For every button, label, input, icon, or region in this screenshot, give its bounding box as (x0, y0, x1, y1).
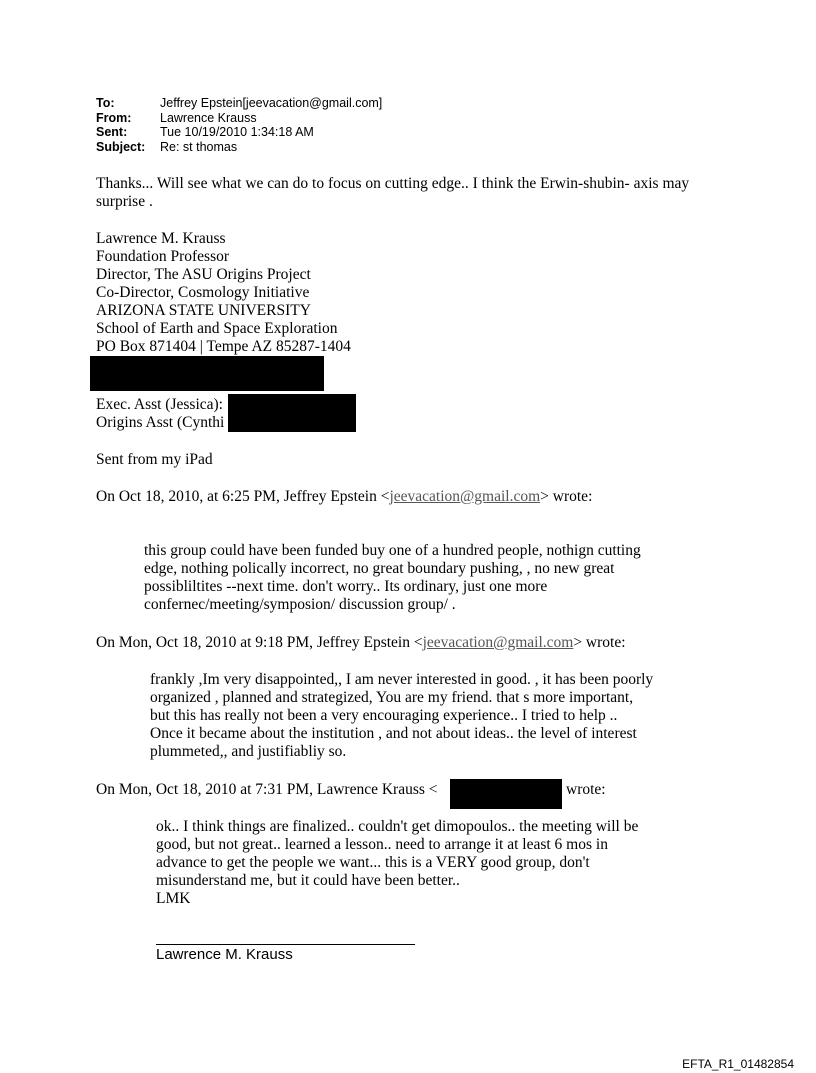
quote-3-line-3: advance to get the people we want... this is a VERY good group, don't (156, 854, 590, 871)
quote-2-line-4: Once it became about the institution , and not about ideas.. the level of interest (150, 725, 637, 742)
quote-2-header-prefix: On Mon, Oct 18, 2010 at 9:18 PM, Jeffrey Epstein < (96, 634, 423, 651)
from-row (96, 111, 382, 126)
quote-3-line-2: good, but not great.. learned a lesson.. need to arrange it at least 6 mos in (156, 836, 608, 853)
to-row (96, 96, 382, 111)
redaction-block (228, 394, 356, 432)
quote-1-line-2: edge, nothing polically incorrect, no great boundary pushing, , no new great (144, 560, 615, 577)
quote-1-header (96, 488, 592, 506)
signature-rule (156, 944, 415, 945)
quote-2-email-link[interactable]: jeevacation@gmail.com (422, 634, 574, 651)
sent-value: Tue 10/19/2010 1:34:18 AM (160, 125, 314, 139)
quote-1-line-3: possibliltites --next time. don't worry.. Its ordinary, just one more (144, 578, 548, 595)
quote-3-signature-name: Lawrence M. Krauss (156, 946, 293, 963)
quote-3-header-prefix: On Mon, Oct 18, 2010 at 7:31 PM, Lawrence Krauss < (96, 781, 438, 798)
quote-3-line-1: ok.. I think things are finalized.. couldn't get dimopoulos.. the meeting will be (156, 818, 639, 835)
document-id: EFTA_R1_01482854 (682, 1057, 794, 1071)
quote-3-line-4: misunderstand me, but it could have been better.. (156, 872, 460, 889)
reply-line-2: surprise . (96, 193, 153, 210)
signature-title-3: Co-Director, Cosmology Initiative (96, 284, 310, 301)
quote-1-email-link[interactable]: jeevacation@gmail.com (389, 488, 541, 505)
signature-title-2: Director, The ASU Origins Project (96, 266, 311, 283)
sent-label: Sent: (96, 125, 128, 139)
quote-2-header-suffix: > wrote: (573, 634, 626, 651)
redaction-block (90, 356, 324, 391)
quote-3-line-5: LMK (156, 890, 191, 907)
subject-label: Subject: (96, 139, 146, 154)
from-label: From: (96, 110, 132, 125)
quote-2-line-3: but this has really not been a very encouraging experience.. I tried to help .. (150, 707, 618, 724)
quote-2-line-2: organized , planned and strategized, You are my friend. that s more important, (150, 689, 634, 706)
quote-2-line-1: frankly ,Im very disappointed,, I am never interested in good. , it has been poorly (150, 671, 654, 688)
quote-2-line-5: plummeted,, and justifiabliy so. (150, 743, 347, 760)
signature-university: ARIZONA STATE UNIVERSITY (96, 302, 311, 319)
origins-asst-label: Origins Asst (Cynthi (96, 414, 225, 431)
sent-from-ipad: Sent from my iPad (96, 451, 213, 468)
subject-row (96, 140, 382, 155)
signature-title-1: Foundation Professor (96, 248, 230, 265)
to-value: Jeffrey Epstein[jeevacation@gmail.com] (160, 96, 383, 110)
signature-name: Lawrence M. Krauss (96, 230, 226, 247)
from-value: Lawrence Krauss (160, 110, 257, 125)
email-header (96, 96, 382, 154)
reply-line-1: Thanks... Will see what we can do to focus on cutting edge.. I think the Erwin-shubin- axis may (96, 175, 690, 192)
quote-2-header (96, 634, 626, 652)
quote-1-line-4: confernec/meeting/symposion/ discussion group/ . (144, 596, 456, 613)
quote-3-header-suffix: wrote: (566, 781, 606, 798)
to-label: To: (96, 96, 115, 110)
quote-1-header-suffix: > wrote: (540, 488, 593, 505)
quote-1-header-prefix: On Oct 18, 2010, at 6:25 PM, Jeffrey Epstein < (96, 488, 390, 505)
subject-value: Re: st thomas (160, 139, 238, 154)
signature-school: School of Earth and Space Exploration (96, 320, 338, 337)
redaction-block (450, 779, 562, 809)
quote-1-line-1: this group could have been funded buy one of a hundred people, nothign cutting (144, 542, 641, 559)
sent-row (96, 125, 382, 140)
exec-asst-label: Exec. Asst (Jessica): (96, 396, 223, 413)
signature-address: PO Box 871404 | Tempe AZ 85287-1404 (96, 338, 351, 355)
